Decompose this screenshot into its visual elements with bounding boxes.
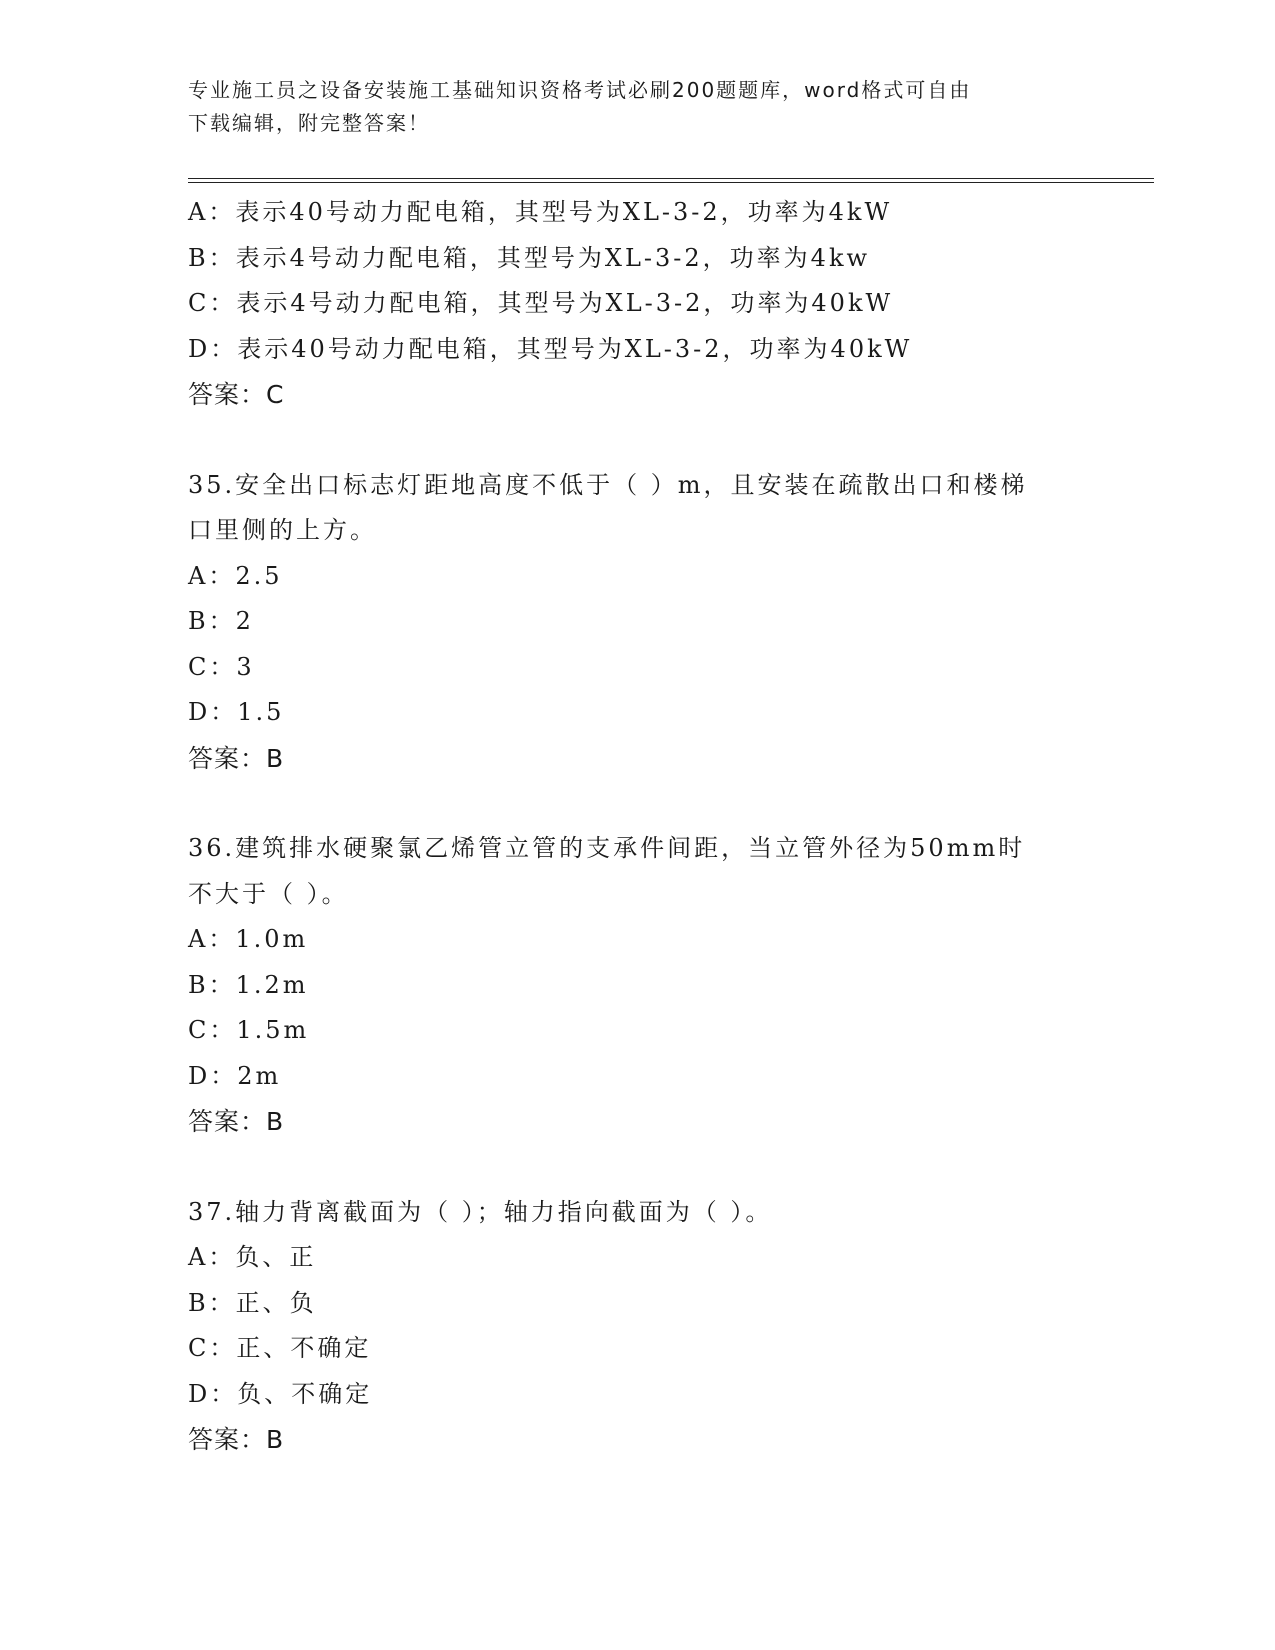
question-stem: 35.安全出口标志灯距地高度不低于（ ）m，且安装在疏散出口和楼梯 [188,470,1028,499]
question-stem: 口里侧的上方。 [188,516,377,544]
question-stem: 36.建筑排水硬聚氯乙烯管立管的支承件间距，当立管外径为50mm时 [188,834,1026,862]
question-block [188,190,1148,418]
option-d: D：负、不确定 [188,1379,373,1408]
option-d: D：表示40号动力配电箱，其型号为XL-3-2，功率为40kW [188,334,913,363]
option-c: C：3 [188,652,255,681]
document-header [188,74,1088,140]
option-a: A：2.5 [188,561,283,590]
question-block [188,1190,1148,1463]
answer: 答案：B [188,1425,285,1454]
option-b: B：正、负 [188,1288,317,1317]
header-divider [188,182,1154,183]
option-a: A：表示40号动力配电箱，其型号为XL-3-2，功率为4kW [188,198,893,226]
option-a: A：负、正 [188,1243,317,1271]
option-d: D：1.5 [188,698,285,726]
question-stem: 37.轴力背离截面为（ ）；轴力指向截面为（ ）。 [188,1197,773,1226]
option-c: C：1.5m [188,1016,310,1044]
answer: 答案：B [188,743,285,773]
option-b: B：2 [188,607,254,635]
question-content [188,190,1148,1463]
header-divider [188,178,1154,179]
answer: 答案：C [188,380,285,409]
option-c: C：正、不确定 [188,1334,372,1362]
option-d: D：2m [188,1061,282,1090]
question-block [188,463,1148,782]
option-c: C：表示4号动力配电箱，其型号为XL-3-2，功率为40kW [188,289,894,317]
option-b: B：表示4号动力配电箱，其型号为XL-3-2，功率为4kw [188,243,871,272]
header-line: 下载编辑，附完整答案！ [188,111,430,135]
question-stem: 不大于（ ）。 [188,879,349,908]
option-b: B：1.2m [188,970,309,999]
answer: 答案：B [188,1107,285,1136]
question-block [188,826,1148,1145]
option-a: A：1.0m [188,925,309,953]
header-line: 专业施工员之设备安装施工基础知识资格考试必刷200题题库，word格式可自由 [188,78,972,102]
